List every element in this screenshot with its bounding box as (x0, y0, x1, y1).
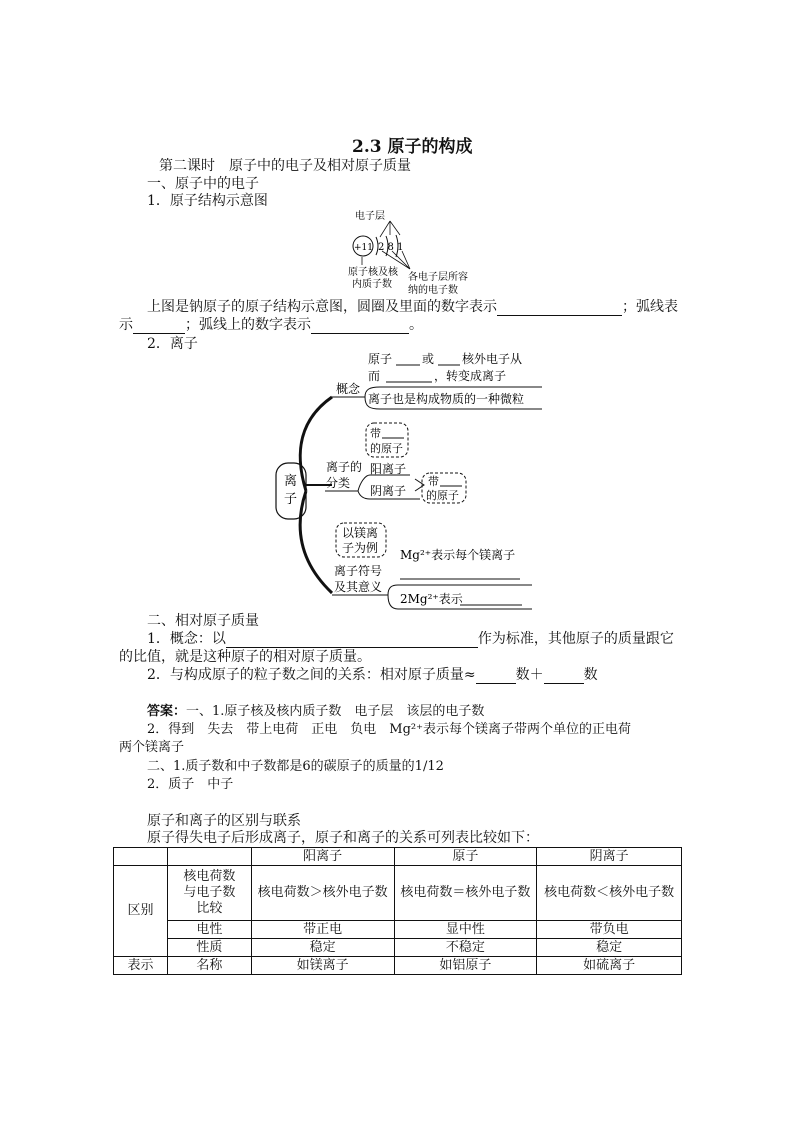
table-cell: 不稳定 (394, 939, 537, 957)
answers-line4: 二、1.质子数和中子数都是6的碳原子的质量的1/12 (147, 759, 444, 774)
answer-blank[interactable] (311, 319, 409, 334)
question-text: 示 (119, 317, 133, 333)
question-text: 上图是钠原子的原子结构示意图，圆圈及里面的数字表示 (147, 299, 497, 315)
answers-line2: 2．得到 失去 带上电荷 正电 负电 Mg²⁺表示每个镁离子带两个单位的正电荷 (147, 722, 631, 737)
compare-intro: 原子得失电子后形成离子，原子和离子的关系可列表比较如下： (147, 830, 539, 846)
section1-heading: 一、原子中的电子 (147, 176, 259, 192)
row-label: 名称 (167, 957, 251, 975)
label-electron-shell: 电子层 (355, 211, 385, 222)
mindmap-root-char1: 离 (284, 474, 298, 489)
answer-blank[interactable] (133, 319, 185, 334)
table-row (114, 939, 682, 957)
row-label-part: 比较 (196, 901, 223, 916)
table-cell: 带负电 (537, 921, 682, 939)
header-anion: 阴离子 (537, 848, 682, 866)
answer-blank[interactable] (226, 633, 478, 648)
nucleus-charge: +11 (354, 243, 373, 253)
table-cell: 核电荷数＞核外电子数 (251, 866, 394, 921)
anion-arrow (415, 479, 424, 491)
section2-item1-line1 (147, 630, 674, 648)
question-text: 1．概念：以 (147, 631, 226, 647)
concept-text-e: ，转变成离子 (434, 369, 507, 383)
symbol-box-2: 子为例 (342, 541, 379, 555)
answer-blank[interactable] (497, 301, 622, 316)
header-cation: 阳离子 (251, 848, 394, 866)
table-header-row (114, 848, 682, 866)
concept-text-d: 而 (368, 369, 381, 383)
table-cell: 核电荷数＜核外电子数 (537, 866, 682, 921)
section1-item2: 2．离子 (147, 336, 198, 352)
row-label-part: 与电子数 (183, 885, 236, 900)
table-cell: 稳定 (251, 939, 394, 957)
table-row (114, 866, 682, 921)
concept-text-b: 或 (422, 352, 435, 366)
concept-text-f: 离子也是构成物质的一种微粒 (368, 392, 525, 406)
answers-line5: 2．质子 中子 (147, 777, 234, 792)
concept-text-c: 核外电子从 (462, 352, 523, 366)
table-cell: 带正电 (251, 921, 394, 939)
shell-electron-counts: 2 8 1 (378, 242, 404, 253)
section2-item2 (147, 666, 598, 684)
symbol-label-1: 离子符号 (334, 564, 383, 578)
section1-item1: 1．原子结构示意图 (147, 193, 268, 209)
class-label-2: 分类 (326, 476, 351, 490)
section2-heading: 二、相对原子质量 (147, 613, 259, 629)
mindmap-root-char2: 子 (284, 492, 298, 507)
group-difference: 区别 (114, 866, 168, 957)
cation-box-1: 带 (370, 427, 381, 440)
table-corner (167, 848, 251, 866)
answer-blank[interactable] (544, 669, 584, 684)
label-capacity-2: 纳的电子数 (408, 285, 458, 296)
anion-label: 阴离子 (370, 484, 407, 498)
question-text: ；弧线表 (622, 299, 678, 315)
table-corner (114, 848, 168, 866)
table-cell: 显中性 (394, 921, 537, 939)
row-label: 电性 (167, 921, 251, 939)
question-text: ；弧线上的数字表示 (185, 317, 311, 333)
lesson-subtitle: 第二课时 原子中的电子及相对原子质量 (159, 158, 411, 174)
group-representation: 表示 (114, 957, 168, 975)
table-cell: 如镁离子 (251, 957, 394, 975)
question-text: 数 (583, 667, 598, 683)
table-row (114, 957, 682, 975)
comparison-table (113, 847, 682, 975)
cation-label: 阳离子 (370, 462, 407, 476)
atom-structure-diagram (340, 205, 490, 297)
concept-text-a: 原子 (368, 352, 393, 366)
diagram-question-line1 (147, 298, 678, 316)
symbol-label-2: 及其意义 (334, 580, 383, 594)
ion-mindmap (270, 345, 550, 615)
concept-label: 概念 (336, 382, 361, 396)
table-row (114, 921, 682, 939)
answers-label: 答案： (147, 704, 187, 719)
row-label-part: 核电荷数 (183, 869, 236, 884)
header-atom: 原子 (394, 848, 537, 866)
table-cell: 核电荷数＝核外电子数 (394, 866, 537, 921)
section2-item1-line2: 的比值，就是这种原子的相对原子质量。 (119, 649, 371, 665)
anion-box-1: 带 (428, 475, 439, 488)
cation-box-2: 的原子 (370, 442, 403, 455)
mg2-line: 2Mg²⁺表示 (400, 592, 463, 606)
page-title: 2.3 原子的构成 (352, 137, 473, 157)
answers-line1 (147, 703, 484, 720)
anion-box-2: 的原子 (426, 489, 459, 502)
row-label (167, 866, 251, 921)
answers-text: 一、1.原子核及核内质子数 电子层 该层的电子数 (186, 704, 485, 719)
question-text: 数＋ (515, 667, 544, 683)
diagram-question-line2 (119, 316, 423, 334)
question-text: 作为标准，其他原子的质量跟它 (477, 631, 674, 647)
table-cell: 如硫离子 (537, 957, 682, 975)
symbol-box-1: 以镁离 (342, 526, 379, 540)
table-cell: 如铝原子 (394, 957, 537, 975)
question-text: 。 (409, 317, 423, 333)
answers-line3: 两个镁离子 (119, 740, 185, 755)
class-label-1: 离子的 (326, 460, 363, 474)
label-nucleus-2: 内质子数 (352, 279, 392, 290)
question-text: 2．与构成原子的粒子数之间的关系：相对原子质量≈ (147, 667, 476, 683)
label-capacity-1: 各电子层所容 (408, 272, 468, 283)
answer-blank[interactable] (476, 669, 516, 684)
compare-heading: 原子和离子的区别与联系 (147, 813, 301, 829)
row-label: 性质 (167, 939, 251, 957)
label-nucleus-1: 原子核及核 (348, 267, 398, 278)
mg-line: Mg²⁺表示每个镁离子 (400, 548, 516, 562)
pointer-lines-shell (380, 221, 400, 237)
table-cell: 稳定 (537, 939, 682, 957)
